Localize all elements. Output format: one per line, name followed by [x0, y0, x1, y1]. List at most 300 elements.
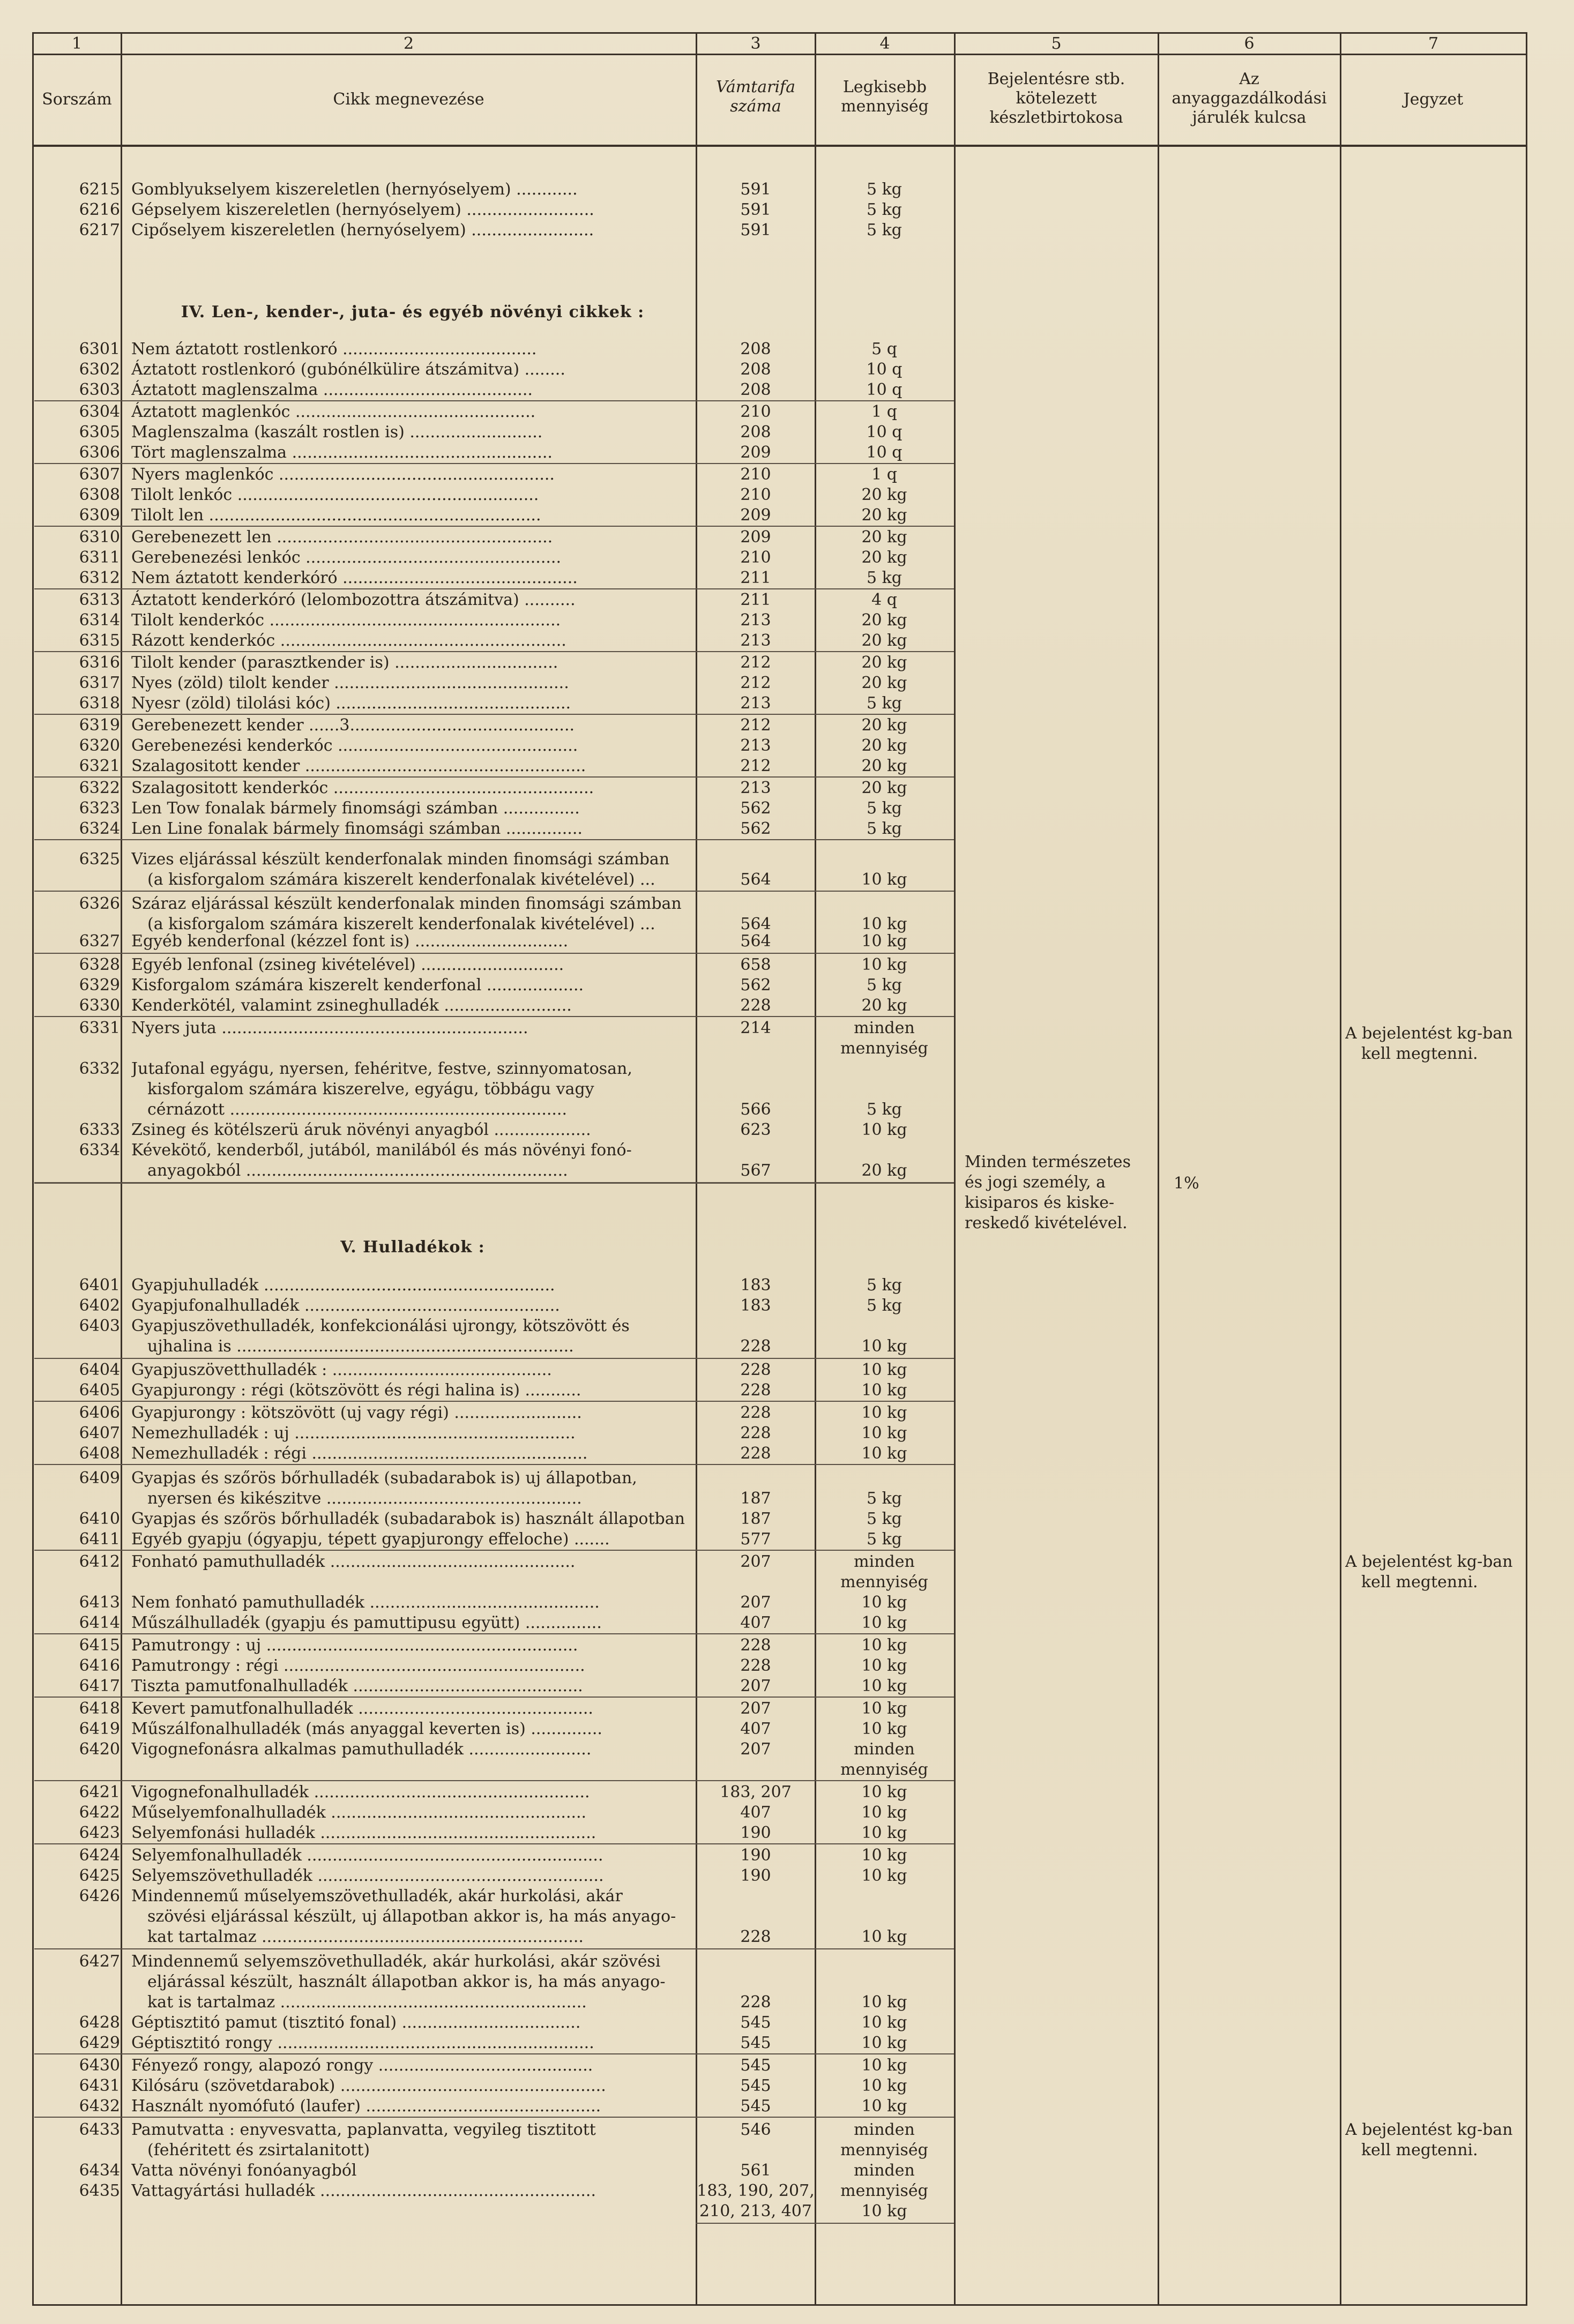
row-name: Géptisztitó rongy .............................................................. [131, 2034, 594, 2052]
group-divider [34, 651, 954, 652]
row-code: 207 [740, 1677, 771, 1695]
row-code: 228 [740, 1444, 771, 1463]
row-name: Kisforgalom számára kiszerelt kenderfonal ................... [131, 976, 584, 995]
row-qty-line2: mennyiség [840, 2141, 928, 2159]
row-name: Vigognefonalhulladék ...................................................... [131, 1783, 590, 1802]
row-code: 213 [740, 694, 771, 713]
row-qty: 5 kg [866, 976, 902, 995]
row-name-line2: kisforgalom számára kiszerelve, egyágu, többágu vagy [147, 1080, 594, 1099]
row-code: 545 [740, 2097, 771, 2116]
col7-note-3 [1345, 2120, 1525, 2161]
row-qty: 10 kg [861, 1636, 907, 1655]
row-qty: 10 kg [861, 915, 907, 933]
row-code: 213 [740, 631, 771, 650]
row-code: 213 [740, 611, 771, 630]
row-num: 6330 [79, 996, 120, 1015]
group-divider [34, 1401, 954, 1402]
row-num: 6302 [79, 360, 120, 379]
row-name: Szalagositott kenderkóc ................................................... [131, 779, 594, 797]
row-qty: 5 kg [866, 799, 902, 818]
row-name-line3: kat tartalmaz ............................................................... [147, 1927, 584, 1946]
row-code: 228 [740, 996, 771, 1015]
col6-value: 1% [1174, 1174, 1199, 1193]
col7-note-3-line1: A bejelentést kg-ban [1345, 2120, 1513, 2139]
row-code: 545 [740, 2013, 771, 2032]
row-qty: 10 kg [861, 1403, 907, 1422]
row-name: Nem áztatott rostlenkoró ...................................... [131, 340, 537, 358]
row-qty: 5 kg [866, 1530, 902, 1549]
row-name: Nyesr (zöld) tilolási kóc) .............................................. [131, 694, 571, 713]
row-code: 209 [740, 443, 771, 462]
group-divider [34, 1016, 954, 1017]
row-name: Nyes (zöld) tilolt kender .............................................. [131, 674, 569, 692]
row-code: 183 [740, 1276, 771, 1295]
row-num: 6316 [79, 653, 120, 672]
row-code: 207 [740, 1740, 771, 1759]
row-num: 6418 [79, 1699, 120, 1718]
row-code: 228 [740, 1636, 771, 1655]
row-num: 6319 [79, 716, 120, 735]
group-divider [696, 2223, 954, 2224]
row-name: Len Tow fonalak bármely finomsági számban ............... [131, 799, 580, 818]
row-num: 6317 [79, 674, 120, 692]
row-code: 591 [740, 221, 771, 240]
row-name: Gerebenezett kender ......3............................................ [131, 716, 575, 735]
row-qty: 10 kg [861, 955, 907, 974]
row-qty: 20 kg [861, 548, 907, 567]
row-qty: 10 kg [861, 2034, 907, 2052]
row-code: 210 [740, 485, 771, 504]
row-code: 190 [740, 1866, 771, 1885]
row-name: Gerebenezett len ...................................................... [131, 528, 553, 547]
row-name-line1: Száraz eljárással készült kenderfonalak minden finomsági számban [131, 894, 682, 913]
row-num: 6405 [79, 1381, 120, 1400]
row-qty: 5 kg [866, 569, 902, 587]
row-num: 6432 [79, 2097, 120, 2116]
row-num: 6216 [79, 200, 120, 219]
row-code: 210 [740, 465, 771, 484]
row-qty-line1: minden [854, 1019, 915, 1037]
row-code: 211 [740, 569, 771, 587]
row-num: 6334 [79, 1141, 120, 1160]
row-qty: 10 q [866, 443, 902, 462]
row-name: Kevert pamutfonalhulladék .............................................. [131, 1699, 593, 1718]
row-code: 190 [740, 1824, 771, 1842]
row-qty-line1: minden [854, 2161, 915, 2180]
row-name: Áztatott maglenszalma ......................................... [131, 380, 533, 399]
row-qty: 20 kg [861, 996, 907, 1015]
row-name: Vigognefonásra alkalmas pamuthulladék ........................ [131, 1740, 592, 1759]
row-num: 6433 [79, 2120, 120, 2139]
row-num: 6413 [79, 1593, 120, 1612]
header-vamtarifa-line2: száma [730, 97, 781, 116]
row-qty: 5 kg [866, 221, 902, 240]
row-code: 545 [740, 2034, 771, 2052]
row-code: 212 [740, 674, 771, 692]
row-name: Tört maglenszalma ................................................... [131, 443, 553, 462]
row-qty: 5 kg [866, 1510, 902, 1528]
row-qty: 10 kg [861, 870, 907, 889]
row-name: Maglenszalma (kaszált rostlen is) .......................... [131, 423, 543, 442]
row-qty: 1 q [871, 465, 897, 484]
row-qty: 10 kg [861, 1866, 907, 1885]
row-name: Gomblyukselyem kiszereletlen (hernyóselyem) ............ [131, 180, 578, 199]
header-mennyiseg [816, 78, 954, 116]
row-name-line1: Mindennemű műselyemszövethulladék, akár hurkolási, akár [131, 1887, 623, 1905]
row-num: 6303 [79, 380, 120, 399]
row-name: Nem áztatott kenderkóró .............................................. [131, 569, 578, 587]
row-qty: 20 kg [861, 528, 907, 547]
row-qty: 10 kg [861, 932, 907, 951]
group-divider [34, 1633, 954, 1634]
row-num: 6318 [79, 694, 120, 713]
row-qty: 10 q [866, 380, 902, 399]
colnum-4: 4 [879, 34, 890, 53]
row-qty: 10 kg [861, 1120, 907, 1139]
row-num: 6333 [79, 1120, 120, 1139]
group-divider [34, 1464, 954, 1465]
row-name-line2: nyersen és kikészitve .................................................. [147, 1489, 582, 1508]
row-qty: 20 kg [861, 506, 907, 525]
header-bejelentes [955, 70, 1158, 128]
row-qty: 5 q [871, 340, 897, 358]
row-name: Gépselyem kiszereletlen (hernyóselyem) ......................... [131, 200, 594, 219]
header-jarulek-line3: járulék kulcsa [1192, 108, 1307, 127]
row-name: Tilolt kenderkóc ......................................................... [131, 611, 561, 630]
row-num: 6304 [79, 402, 120, 421]
row-code: 208 [740, 380, 771, 399]
row-num: 6429 [79, 2034, 120, 2052]
row-code: 183, 207 [720, 1783, 792, 1802]
row-num: 6305 [79, 423, 120, 442]
row-name: Gyapjuhulladék ......................................................... [131, 1276, 555, 1295]
row-qty: 10 kg [861, 1993, 907, 2012]
row-name: Gyapjurongy : régi (kötszövött és régi halina is) ........... [131, 1381, 581, 1400]
row-name-line2: (fehéritett és zsirtalanitott) [147, 2141, 370, 2159]
row-num: 6412 [79, 1552, 120, 1571]
header-cikk: Cikk megnevezése [333, 90, 484, 109]
row-name: Gerebenezési kenderkóc ............................................... [131, 736, 578, 755]
row-code: 228 [740, 1927, 771, 1946]
row-qty: 20 kg [861, 716, 907, 735]
row-num: 6312 [79, 569, 120, 587]
colnum-1: 1 [71, 34, 83, 53]
group-divider [34, 2117, 954, 2118]
row-name-line1: Vizes eljárással készült kenderfonalak minden finomsági számban [131, 850, 670, 869]
section-divider [34, 1182, 954, 1184]
group-divider [34, 1843, 954, 1844]
row-code: 407 [740, 1720, 771, 1738]
row-num: 6324 [79, 819, 120, 838]
row-num: 6421 [79, 1783, 120, 1802]
row-qty: 10 kg [861, 1846, 907, 1865]
row-qty: 4 q [871, 591, 897, 609]
row-name-line1: Gyapjas és szőrös bőrhulladék (subadarabok is) uj állapotban, [131, 1469, 637, 1488]
row-qty: 20 kg [861, 757, 907, 775]
row-name-line2: (a kisforgalom számára kiszerelt kenderfonalak kivételével) ... [147, 915, 655, 933]
bottom-border [32, 2304, 1527, 2306]
row-num: 6313 [79, 591, 120, 609]
row-code: 591 [740, 200, 771, 219]
row-name: Szalagositott kender ....................................................... [131, 757, 586, 775]
row-qty-line2: mennyiség [840, 2181, 928, 2200]
row-num: 6431 [79, 2076, 120, 2095]
col7-note-2-line1: A bejelentést kg-ban [1345, 1552, 1513, 1571]
row-num: 6427 [79, 1952, 120, 1971]
group-divider [34, 2053, 954, 2054]
row-name: Egyéb gyapju (ógyapju, tépett gyapjurongy effeloche) ....... [131, 1530, 610, 1549]
row-name-line1: Kévekötő, kenderből, jutából, manilából és más növényi fonó- [131, 1141, 632, 1160]
row-num: 6306 [79, 443, 120, 462]
row-name-line2: ujhalina is .................................................................. [147, 1337, 574, 1356]
row-num: 6417 [79, 1677, 120, 1695]
col-border-6 [1340, 32, 1341, 2306]
row-code: 207 [740, 1593, 771, 1612]
row-name-line2: (a kisforgalom számára kiszerelt kenderfonalak kivételével) ... [147, 870, 655, 889]
col-border-5 [1158, 32, 1159, 2306]
section-title-v: V. Hulladékok : [340, 1238, 485, 1257]
row-code: 564 [740, 932, 771, 951]
row-qty: 10 kg [861, 2076, 907, 2095]
header-jegyzet: Jegyzet [1403, 90, 1464, 109]
row-num: 6315 [79, 631, 120, 650]
row-qty: 5 kg [866, 200, 902, 219]
row-qty: 10 kg [861, 2202, 907, 2221]
row-num: 6323 [79, 799, 120, 818]
row-code: 207 [740, 1552, 771, 1571]
row-qty: 10 kg [861, 1783, 907, 1802]
col5-note [965, 1152, 1158, 1234]
row-num: 6407 [79, 1424, 120, 1443]
group-divider [34, 714, 954, 715]
row-num: 6419 [79, 1720, 120, 1738]
row-qty: 10 kg [861, 1613, 907, 1632]
row-name-line3: kat is tartalmaz ............................................................ [147, 1993, 587, 2012]
row-code: 228 [740, 1403, 771, 1422]
row-code: 208 [740, 360, 771, 379]
row-num: 6329 [79, 976, 120, 995]
colnum-6: 6 [1244, 34, 1255, 53]
colnum-7: 7 [1428, 34, 1439, 53]
row-num: 6215 [79, 180, 120, 199]
group-divider [34, 588, 954, 589]
row-code: 561 [740, 2161, 771, 2180]
group-divider [34, 463, 954, 464]
row-code: 212 [740, 653, 771, 672]
row-qty: 10 kg [861, 2097, 907, 2116]
header-jarulek-line1: Az [1239, 70, 1259, 88]
row-qty: 20 kg [861, 485, 907, 504]
row-num: 6332 [79, 1059, 120, 1078]
colnum-5: 5 [1051, 34, 1062, 53]
row-qty: 20 kg [861, 779, 907, 797]
row-name: Pamutrongy : uj ............................................................. [131, 1636, 578, 1655]
row-qty: 10 q [866, 423, 902, 442]
header-bejelentes-line3: készletbirtokosa [989, 108, 1123, 127]
col7-note-3-line2: kell megtenni. [1361, 2141, 1478, 2159]
col-border-1 [121, 32, 122, 2306]
row-code: 566 [740, 1100, 771, 1119]
row-qty: 10 kg [861, 1803, 907, 1822]
row-qty: 10 kg [861, 1337, 907, 1356]
top-border [32, 32, 1527, 34]
row-name: Rázott kenderkóc ........................................................ [131, 631, 566, 650]
row-qty: 5 kg [866, 694, 902, 713]
row-name: Nemezhulladék : régi ...................................................... [131, 1444, 588, 1463]
row-num: 6420 [79, 1740, 120, 1759]
row-name: Vatta növényi fonóanyagból [131, 2161, 357, 2180]
row-name: Nyers juta ............................................................ [131, 1019, 528, 1037]
col-border-3 [815, 32, 816, 2306]
row-name: Áztatott maglenkóc ............................................... [131, 402, 536, 421]
row-name: Kenderkötél, valamint zsineghulladék ......................... [131, 996, 572, 1015]
row-qty-line2: mennyiség [840, 1039, 928, 1058]
row-code: 564 [740, 915, 771, 933]
row-code: 545 [740, 2056, 771, 2075]
row-code: 567 [740, 1161, 771, 1180]
row-qty: 10 kg [861, 1656, 907, 1675]
row-code-line2: 210, 213, 407 [699, 2202, 812, 2221]
row-name: Fényező rongy, alapozó rongy .......................................... [131, 2056, 593, 2075]
row-num: 6307 [79, 465, 120, 484]
row-code: 228 [740, 1361, 771, 1379]
row-name: Tiszta pamutfonalhulladék ............................................. [131, 1677, 583, 1695]
row-num: 6331 [79, 1019, 120, 1037]
col5-note-line1: Minden természetes [965, 1153, 1131, 1171]
group-divider [34, 1697, 954, 1698]
row-code: 228 [740, 1424, 771, 1443]
row-name: Cipőselyem kiszereletlen (hernyóselyem) ........................ [131, 221, 594, 240]
header-sorszam: Sorszám [42, 90, 112, 109]
row-num: 6409 [79, 1469, 120, 1488]
row-qty: 20 kg [861, 736, 907, 755]
col-border-4 [954, 32, 956, 2306]
row-name: Műszálhulladék (gyapju és pamuttipusu együtt) ............... [131, 1613, 602, 1632]
row-name: Tilolt lenkóc ........................................................... [131, 485, 539, 504]
row-code: 545 [740, 2076, 771, 2095]
row-qty: 10 kg [861, 1381, 907, 1400]
row-num: 6320 [79, 736, 120, 755]
row-name: Fonható pamuthulladék ................................................ [131, 1552, 576, 1571]
row-qty: 10 kg [861, 1444, 907, 1463]
row-qty: 10 kg [861, 1361, 907, 1379]
row-name: Egyéb lenfonal (zsineg kivételével) ............................ [131, 955, 564, 974]
row-qty: 10 q [866, 360, 902, 379]
row-qty: 10 kg [861, 1699, 907, 1718]
row-code: 407 [740, 1803, 771, 1822]
row-qty-line2: mennyiség [840, 1760, 928, 1779]
row-qty-line1: minden [854, 1740, 915, 1759]
row-code: 187 [740, 1510, 771, 1528]
row-qty-line1: minden [854, 2120, 915, 2139]
row-num: 6328 [79, 955, 120, 974]
header-bejelentes-line2: kötelezett [1016, 89, 1097, 108]
row-qty: 20 kg [861, 653, 907, 672]
row-num: 6423 [79, 1824, 120, 1842]
row-name: Selyemfonási hulladék ...................................................... [131, 1824, 596, 1842]
row-qty: 5 kg [866, 180, 902, 199]
row-qty: 5 kg [866, 819, 902, 838]
row-code: 209 [740, 506, 771, 525]
row-name: Nemezhulladék : uj ....................................................... [131, 1424, 576, 1443]
row-qty: 5 kg [866, 1296, 902, 1315]
row-name-line1: Pamutvatta : enyvesvatta, paplanvatta, vegyileg tisztitott [131, 2120, 596, 2139]
row-num: 6310 [79, 528, 120, 547]
row-num: 6414 [79, 1613, 120, 1632]
header-vamtarifa-line1: Vámtarifa [715, 78, 796, 96]
colnum-3: 3 [750, 34, 761, 53]
colnum-2: 2 [403, 34, 414, 53]
header-jarulek-line2: anyaggazdálkodási [1172, 89, 1327, 108]
col7-note-2 [1345, 1552, 1525, 1593]
row-code: 208 [740, 423, 771, 442]
row-name: Tilolt kender (parasztkender is) ................................ [131, 653, 558, 672]
col5-note-line4: reskedő kivételével. [965, 1214, 1128, 1232]
row-code: 407 [740, 1613, 771, 1632]
row-qty: 10 kg [861, 1677, 907, 1695]
row-num: 6325 [79, 850, 120, 869]
group-divider [34, 526, 954, 527]
row-name-line1: Gyapjuszövethulladék, konfekcionálási ujrongy, kötszövött és [131, 1317, 630, 1335]
row-code: 564 [740, 870, 771, 889]
row-code: 207 [740, 1699, 771, 1718]
row-code: 210 [740, 402, 771, 421]
group-divider [34, 776, 954, 778]
row-num: 6426 [79, 1887, 120, 1905]
row-num: 6308 [79, 485, 120, 504]
row-qty: 10 kg [861, 1720, 907, 1738]
row-code: 228 [740, 1993, 771, 2012]
row-name: Zsineg és kötélszerü áruk növényi anyagból ................... [131, 1120, 591, 1139]
row-num: 6309 [79, 506, 120, 525]
row-code: 209 [740, 528, 771, 547]
row-qty: 20 kg [861, 611, 907, 630]
row-name: Használt nyomófutó (laufer) .............................................. [131, 2097, 601, 2116]
row-num: 6301 [79, 340, 120, 358]
row-num: 6424 [79, 1846, 120, 1865]
col-border-7 [1526, 32, 1527, 2306]
row-num: 6311 [79, 548, 120, 567]
row-code: 546 [740, 2120, 771, 2139]
row-name-line2: eljárással készült, használt állapotban akkor is, ha más anyago- [147, 1972, 666, 1991]
col5-note-line2: és jogi személy, a [965, 1173, 1106, 1192]
header-jarulek [1159, 70, 1340, 128]
row-name: Kilósáru (szövetdarabok) .................................................... [131, 2076, 606, 2095]
header-mennyiseg-line1: Legkisebb [842, 78, 927, 96]
section-title-iv: IV. Len-, kender-, juta- és egyéb növényi cikkek : [181, 303, 645, 322]
row-qty: 5 kg [866, 1276, 902, 1295]
row-num: 6326 [79, 894, 120, 913]
row-num: 6322 [79, 779, 120, 797]
row-name-line3: cérnázott .................................................................. [147, 1100, 568, 1119]
row-num: 6403 [79, 1317, 120, 1335]
group-divider [34, 400, 954, 401]
row-name: Áztatott rostlenkoró (gubónélkülire átszámitva) ........ [131, 360, 565, 379]
row-qty: 20 kg [861, 674, 907, 692]
row-num: 6401 [79, 1276, 120, 1295]
col5-note-line3: kisiparos és kiske- [965, 1193, 1115, 1212]
header-bejelentes-line1: Bejelentésre stb. [987, 70, 1125, 88]
row-code: 183 [740, 1296, 771, 1315]
row-num: 6434 [79, 2161, 120, 2180]
row-name: Pamutrongy : régi ........................................................... [131, 1656, 585, 1675]
row-name: Selyemszövethulladék ........................................................ [131, 1866, 604, 1885]
col7-note-1-line1: A bejelentést kg-ban [1345, 1024, 1513, 1043]
row-num: 6406 [79, 1403, 120, 1422]
row-num: 6428 [79, 2013, 120, 2032]
row-code: 228 [740, 1337, 771, 1356]
col-border-0 [32, 32, 34, 2306]
